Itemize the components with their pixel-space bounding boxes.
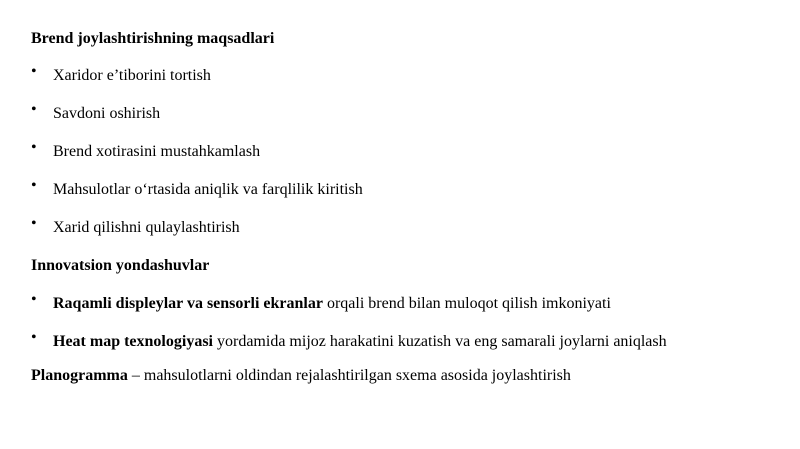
list-item-rest-text: yordamida mijoz harakatini kuzatish va eng samarali joylarni aniqlash — [213, 333, 667, 350]
list-item-text: Xaridor e’tiborini tortish — [53, 67, 211, 84]
list-item-text: Xarid qilishni qulaylashtirish — [53, 219, 240, 236]
list-item — [31, 291, 611, 313]
list-item-text: Mahsulotlar o‘rtasida aniqlik va farqlilik kiritish — [53, 181, 363, 198]
list-item — [31, 329, 667, 351]
planogram-description: – mahsulotlarni oldindan rejalashtirilgan sxema asosida joylashtirish — [127, 367, 571, 384]
list-item — [31, 101, 161, 123]
list-item — [31, 63, 211, 85]
list-item-text — [53, 295, 611, 312]
bullet-icon: • — [31, 63, 37, 80]
planogram-definition — [31, 366, 571, 385]
bullet-icon: • — [31, 101, 37, 118]
bullet-icon: • — [31, 139, 37, 156]
list-item-text: Savdoni oshirish — [53, 105, 161, 122]
bullet-icon: • — [31, 177, 37, 194]
list-item — [31, 139, 261, 161]
list-item-strong-text: Raqamli displeylar va sensorli ekranlar — [53, 295, 323, 312]
list-item — [31, 177, 363, 199]
list-item-text: Brend xotirasini mustahkamlash — [53, 143, 261, 160]
section-heading-goals: Brend joylashtirishning maqsadlari — [31, 30, 275, 47]
planogram-term: Planogramma — [31, 367, 128, 384]
list-item — [31, 215, 240, 237]
bullet-icon: • — [31, 291, 37, 308]
bullet-icon: • — [31, 215, 37, 232]
list-item-text — [53, 333, 667, 350]
list-item-rest-text: orqali brend bilan muloqot qilish imkoniyati — [322, 295, 611, 312]
list-item-strong-text: Heat map texnologiyasi — [53, 333, 213, 350]
section-heading-innovations: Innovatsion yondashuvlar — [31, 257, 210, 274]
bullet-icon: • — [31, 329, 37, 346]
